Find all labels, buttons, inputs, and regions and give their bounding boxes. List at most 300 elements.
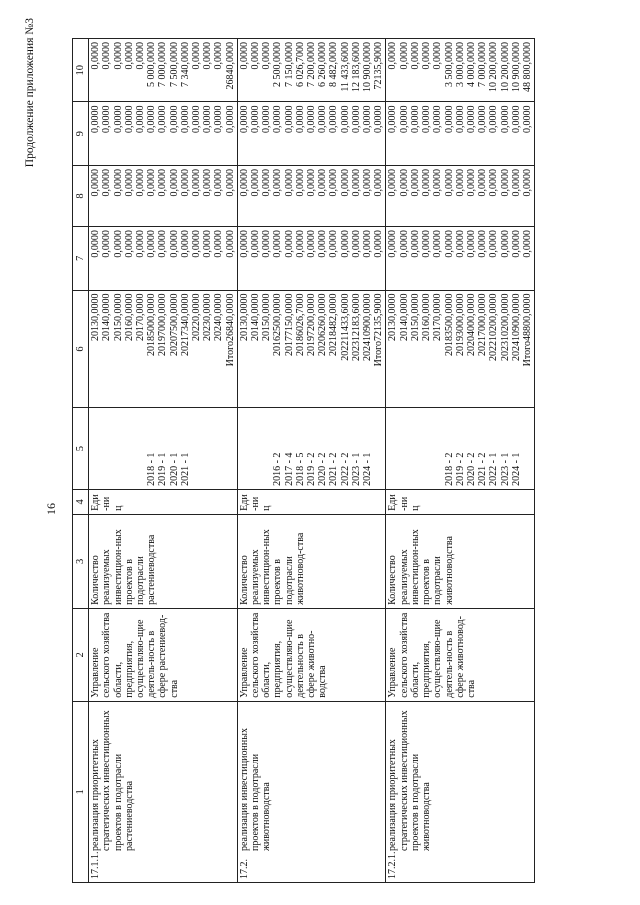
- total-funding-value: 26840,0000: [224, 293, 236, 342]
- funding-line: [239, 294, 250, 405]
- funding-line: [169, 294, 180, 405]
- extrabudget-value: 0,0000: [202, 42, 214, 70]
- regional-budget-value: 0,0000: [213, 168, 225, 197]
- event-name: реализация инвестиционных проектов в подотрасли животноводства: [238, 728, 273, 851]
- total-funding-cell: [237, 290, 386, 408]
- federal-budget-value: 0,0000: [387, 230, 399, 258]
- federal-budget-value: 0,0000: [328, 230, 340, 258]
- row-number: 17.1.1.: [90, 851, 102, 879]
- year-label: 2017: [283, 336, 295, 357]
- funding-line: [500, 294, 511, 405]
- local-budget-value: 0,0000: [488, 105, 500, 133]
- regional-budget-value: 0,0000: [362, 168, 374, 197]
- local-budget-value: 0,0000: [168, 105, 180, 133]
- extrabudget-value: 0,0000: [213, 42, 225, 70]
- year-label: 2019: [157, 336, 169, 357]
- plan-value: [421, 411, 432, 486]
- extrabudget-value: 5 000,0000: [146, 42, 158, 87]
- federal-budget-value: 0,0000: [339, 230, 351, 258]
- local-budget-value: 0,0000: [421, 105, 433, 133]
- regional-budget-cell: [237, 165, 386, 226]
- plan-value: [432, 411, 443, 486]
- local-budget-value: 0,0000: [135, 105, 147, 133]
- extrabudget-value: 8 482,0000: [328, 42, 340, 87]
- extrabudget-value: 0,0000: [261, 42, 273, 70]
- regional-budget-value: 0,0000: [328, 168, 340, 197]
- local-budget-cell: [237, 102, 386, 165]
- funding-line: [202, 294, 213, 405]
- indicator-cell: [386, 514, 535, 608]
- indicator-text: Количество реализуемых инвестицион-ных проектов в подотрасли растениеводства: [90, 529, 158, 605]
- funding-line: [272, 294, 283, 405]
- year-label: 2013: [387, 321, 399, 342]
- total-funding-value: 0,0000: [213, 293, 225, 322]
- total-funding-value: 0,0000: [101, 293, 113, 322]
- local-budget-value: 0,0000: [477, 105, 489, 133]
- federal-budget-value: 0,0000: [238, 230, 250, 258]
- local-budget-value: 0,0000: [272, 105, 284, 133]
- program-table: [72, 38, 535, 883]
- funding-line: [328, 294, 339, 405]
- federal-budget-value: 0,0000: [146, 230, 158, 258]
- local-budget-value: 0,0000: [510, 105, 522, 133]
- total-funding-value: 10900,0000: [362, 293, 374, 342]
- regional-budget-value: 0,0000: [499, 168, 511, 197]
- extrabudget-value: 72135,9000: [373, 42, 385, 90]
- total-funding-value: 0,0000: [90, 293, 102, 322]
- federal-budget-value: 0,0000: [465, 230, 477, 258]
- funding-line: [317, 294, 328, 405]
- column-header: 6: [73, 290, 89, 408]
- plan-value: [135, 411, 146, 486]
- federal-budget-value: 0,0000: [272, 230, 284, 258]
- local-budget-value: 0,0000: [328, 105, 340, 133]
- funding-line: [362, 294, 373, 405]
- extrabudget-value: 7 200,0000: [306, 42, 318, 87]
- total-funding-value: 0,0000: [250, 293, 262, 322]
- plan-value: 2018 - 5: [294, 452, 306, 486]
- year-label: 2022: [488, 341, 500, 362]
- regional-budget-value: 0,0000: [157, 168, 169, 197]
- plan-value: [225, 411, 236, 486]
- federal-budget-value: 0,0000: [317, 230, 329, 258]
- regional-budget-value: 0,0000: [488, 168, 500, 197]
- local-budget-value: 0,0000: [499, 105, 511, 133]
- regional-budget-value: 0,0000: [135, 168, 147, 197]
- year-label: 2018: [146, 336, 158, 357]
- extrabudget-value: 26840,0000: [224, 42, 236, 90]
- funding-line: [191, 294, 202, 405]
- year-label: Итого: [373, 341, 385, 367]
- federal-budget-value: 0,0000: [168, 230, 180, 258]
- year-label: 2018: [294, 336, 306, 357]
- extrabudget-value: 0,0000: [387, 42, 399, 70]
- regional-budget-value: 0,0000: [238, 168, 250, 197]
- executor-cell: [237, 608, 386, 701]
- plan-value: 2019 - 1: [157, 452, 169, 486]
- federal-budget-value: 0,0000: [90, 230, 102, 258]
- local-budget-value: 0,0000: [317, 105, 329, 133]
- local-budget-value: 0,0000: [123, 105, 135, 133]
- year-label: 2015: [409, 321, 421, 342]
- total-funding-value: 2500,0000: [272, 293, 284, 337]
- local-budget-value: 0,0000: [146, 105, 158, 133]
- funding-line: [284, 294, 295, 405]
- total-funding-value: 7340,0000: [179, 293, 191, 337]
- extrabudget-value: 0,0000: [250, 42, 262, 70]
- local-budget-value: 0,0000: [213, 105, 225, 133]
- regional-budget-value: 0,0000: [250, 168, 262, 197]
- column-header: 2: [73, 608, 89, 701]
- federal-budget-value: 0,0000: [443, 230, 455, 258]
- total-funding-value: 8482,0000: [328, 293, 340, 337]
- year-label: 2022: [191, 321, 203, 342]
- federal-budget-cell: [386, 227, 535, 290]
- total-funding-value: 7500,0000: [168, 293, 180, 337]
- local-budget-value: 0,0000: [90, 105, 102, 133]
- year-label: 2021: [328, 336, 340, 357]
- year-label: 2020: [317, 336, 329, 357]
- funding-line: [466, 294, 477, 405]
- column-header: 5: [73, 408, 89, 490]
- local-budget-value: 0,0000: [373, 105, 385, 133]
- year-label: 2023: [202, 321, 214, 342]
- total-funding-value: 11433,6000: [339, 293, 351, 341]
- year-label: 2015: [261, 321, 273, 342]
- plan-value: 2017 - 4: [283, 452, 295, 486]
- extrabudget-value: 7 000,0000: [157, 42, 169, 87]
- event-name: реализация приоритетных стратегических инвестиционных проектов в подотрасли животноводства: [387, 710, 433, 851]
- funding-line: [225, 294, 236, 405]
- funding-line: [444, 294, 455, 405]
- column-header: 8: [73, 165, 89, 226]
- local-budget-value: 0,0000: [191, 105, 203, 133]
- plan-value: [213, 411, 224, 486]
- regional-budget-value: 0,0000: [202, 168, 214, 197]
- total-funding-value: 10200,0000: [488, 293, 500, 342]
- federal-budget-value: 0,0000: [521, 230, 533, 258]
- local-budget-value: 0,0000: [202, 105, 214, 133]
- federal-budget-cell: [89, 227, 238, 290]
- local-budget-cell: [386, 102, 535, 165]
- regional-budget-value: 0,0000: [510, 168, 522, 197]
- extrabudget-value: 0,0000: [421, 42, 433, 70]
- local-budget-value: 0,0000: [339, 105, 351, 133]
- local-budget-value: 0,0000: [387, 105, 399, 133]
- extrabudget-value: 7 500,0000: [168, 42, 180, 87]
- funding-line: [295, 294, 306, 405]
- total-funding-value: 7000,0000: [477, 293, 489, 337]
- event-cell: [89, 701, 238, 882]
- regional-budget-value: 0,0000: [294, 168, 306, 197]
- plan-value: 2018 - 2: [443, 452, 455, 486]
- total-funding-value: 12183,6000: [350, 293, 362, 342]
- local-budget-value: 0,0000: [521, 105, 533, 133]
- table-row: [89, 39, 238, 883]
- plan-value: [113, 411, 124, 486]
- total-funding-value: 0,0000: [398, 293, 410, 322]
- federal-budget-value: 0,0000: [409, 230, 421, 258]
- extrabudget-value: 0,0000: [398, 42, 410, 70]
- regional-budget-value: 0,0000: [477, 168, 489, 197]
- regional-budget-value: 0,0000: [521, 168, 533, 197]
- regional-budget-value: 0,0000: [465, 168, 477, 197]
- federal-budget-value: 0,0000: [306, 230, 318, 258]
- federal-budget-value: 0,0000: [283, 230, 295, 258]
- funding-line: [157, 294, 168, 405]
- regional-budget-value: 0,0000: [443, 168, 455, 197]
- local-budget-value: 0,0000: [101, 105, 113, 133]
- plan-value: [239, 411, 250, 486]
- plan-cell: [89, 408, 238, 490]
- total-funding-value: 7000,0000: [157, 293, 169, 337]
- event-name: реализация приоритетных стратегических инвестиционных проектов в подотрасли растениеводства: [90, 710, 135, 851]
- local-budget-cell: [89, 102, 238, 165]
- total-funding-value: 10200,0000: [499, 293, 511, 342]
- plan-value: 2024 - 1: [510, 452, 522, 486]
- extrabudget-value: 10 900,0000: [362, 42, 374, 92]
- funding-line: [250, 294, 261, 405]
- total-funding-value: 0,0000: [238, 293, 250, 322]
- plan-value: 2022 - 2: [339, 452, 351, 486]
- total-funding-value: 0,0000: [202, 293, 214, 322]
- total-funding-value: 48800,0000: [521, 293, 533, 342]
- local-budget-value: 0,0000: [350, 105, 362, 133]
- extrabudget-value: 12 183,6000: [350, 42, 362, 92]
- plan-value: [202, 411, 213, 486]
- total-funding-value: 4000,0000: [465, 293, 477, 337]
- year-label: 2018: [443, 336, 455, 357]
- indicator-text: Количество реализуемых инвестицион-ных проектов в подотрасли животновод-ства: [238, 529, 306, 605]
- plan-value: [373, 411, 384, 486]
- funding-line: [410, 294, 421, 405]
- regional-budget-value: 0,0000: [90, 168, 102, 197]
- extrabudget-value: 0,0000: [432, 42, 444, 70]
- federal-budget-value: 0,0000: [213, 230, 225, 258]
- regional-budget-value: 0,0000: [306, 168, 318, 197]
- year-label: 2024: [213, 321, 225, 342]
- extrabudget-value: 10 200,0000: [499, 42, 511, 92]
- executor-text: Управление сельского хозяйства области, предприятия, осуществляю-щие деятельность в сфере животно-водства: [238, 612, 329, 698]
- total-funding-value: 0,0000: [123, 293, 135, 322]
- regional-budget-value: 0,0000: [272, 168, 284, 197]
- page-number: 16: [44, 503, 58, 515]
- indicator-cell: [89, 514, 238, 608]
- extrabudget-value: 3 000,0000: [454, 42, 466, 87]
- column-header: 3: [73, 514, 89, 608]
- year-label: 2016: [421, 321, 433, 342]
- federal-budget-value: 0,0000: [261, 230, 273, 258]
- total-funding-value: 72135,9000: [373, 293, 385, 342]
- total-funding-cell: [386, 290, 535, 408]
- regional-budget-value: 0,0000: [191, 168, 203, 197]
- unit-text: Еди-ниц: [238, 494, 273, 511]
- year-label: 2014: [398, 321, 410, 342]
- total-funding-value: 7150,0000: [283, 293, 295, 337]
- year-label: 2020: [465, 336, 477, 357]
- extrabudget-value: 0,0000: [123, 42, 135, 70]
- federal-budget-value: 0,0000: [488, 230, 500, 258]
- unit-text: Еди-ниц: [90, 494, 124, 511]
- plan-value: [399, 411, 410, 486]
- local-budget-value: 0,0000: [283, 105, 295, 133]
- funding-line: [213, 294, 224, 405]
- funding-line: [261, 294, 272, 405]
- extrabudget-value: 0,0000: [409, 42, 421, 70]
- funding-line: [387, 294, 398, 405]
- unit-cell: [237, 489, 386, 514]
- funding-line: [373, 294, 384, 405]
- year-label: 2024: [510, 341, 522, 362]
- federal-budget-value: 0,0000: [421, 230, 433, 258]
- year-label: 2017: [135, 321, 147, 342]
- plan-value: [410, 411, 421, 486]
- federal-budget-value: 0,0000: [123, 230, 135, 258]
- total-funding-value: 0,0000: [135, 293, 147, 322]
- funding-line: [113, 294, 124, 405]
- local-budget-value: 0,0000: [465, 105, 477, 133]
- regional-budget-value: 0,0000: [101, 168, 113, 197]
- federal-budget-value: 0,0000: [350, 230, 362, 258]
- funding-line: [146, 294, 157, 405]
- unit-text: Еди-ниц: [387, 494, 421, 511]
- regional-budget-value: 0,0000: [168, 168, 180, 197]
- total-funding-value: 3000,0000: [454, 293, 466, 337]
- column-header: 10: [73, 39, 89, 103]
- extrabudget-value: 7 000,0000: [477, 42, 489, 87]
- regional-budget-value: 0,0000: [454, 168, 466, 197]
- plan-value: 2021 - 2: [477, 452, 489, 486]
- year-label: 2021: [179, 336, 191, 357]
- federal-budget-value: 0,0000: [112, 230, 124, 258]
- funding-line: [511, 294, 522, 405]
- federal-budget-value: 0,0000: [191, 230, 203, 258]
- extrabudget-cell: [386, 39, 535, 103]
- plan-value: 2020 - 1: [168, 452, 180, 486]
- extrabudget-value: 0,0000: [135, 42, 147, 70]
- regional-budget-value: 0,0000: [261, 168, 273, 197]
- year-label: Итого: [224, 341, 236, 367]
- local-budget-value: 0,0000: [294, 105, 306, 133]
- total-funding-value: 7200,0000: [306, 293, 318, 337]
- year-label: 2014: [250, 321, 262, 342]
- extrabudget-value: 4 000,0000: [465, 42, 477, 87]
- total-funding-value: 0,0000: [112, 293, 124, 322]
- regional-budget-cell: [89, 165, 238, 226]
- local-budget-value: 0,0000: [443, 105, 455, 133]
- year-label: 2020: [168, 336, 180, 357]
- plan-value: 2018 - 1: [146, 452, 158, 486]
- total-funding-value: 6260,0000: [317, 293, 329, 337]
- local-budget-value: 0,0000: [261, 105, 273, 133]
- column-header: 9: [73, 102, 89, 165]
- federal-budget-value: 0,0000: [224, 230, 236, 258]
- year-label: 2014: [101, 321, 113, 342]
- column-header: 1: [73, 701, 89, 882]
- funding-line: [306, 294, 317, 405]
- extrabudget-value: 48 800,0000: [521, 42, 533, 92]
- plan-value: 2021 - 1: [179, 452, 191, 486]
- indicator-cell: [237, 514, 386, 608]
- federal-budget-value: 0,0000: [250, 230, 262, 258]
- regional-budget-value: 0,0000: [350, 168, 362, 197]
- year-label: 2013: [90, 321, 102, 342]
- plan-value: [387, 411, 398, 486]
- executor-cell: [386, 608, 535, 701]
- local-budget-value: 0,0000: [224, 105, 236, 133]
- total-funding-value: 5000,0000: [146, 293, 158, 337]
- federal-budget-value: 0,0000: [398, 230, 410, 258]
- federal-budget-value: 0,0000: [454, 230, 466, 258]
- federal-budget-value: 0,0000: [477, 230, 489, 258]
- plan-value: 2023 - 1: [350, 452, 362, 486]
- extrabudget-value: 2 500,0000: [272, 42, 284, 87]
- funding-line: [101, 294, 112, 405]
- plan-value: [191, 411, 202, 486]
- year-label: 2023: [499, 341, 511, 362]
- column-header: 7: [73, 227, 89, 290]
- total-funding-value: 0,0000: [387, 293, 399, 322]
- plan-value: 2022 - 1: [488, 452, 500, 486]
- regional-budget-value: 0,0000: [123, 168, 135, 197]
- extrabudget-cell: [237, 39, 386, 103]
- executor-text: Управление сельского хозяйства области, предприятия, осуществляю-щие деятель-ность в сфере растениевод-ства: [90, 612, 180, 698]
- total-funding-value: 0,0000: [409, 293, 421, 322]
- year-label: 2022: [339, 340, 351, 361]
- unit-cell: [89, 489, 238, 514]
- row-number: 17.2.1.: [387, 851, 399, 879]
- plan-value: 2021 - 2: [328, 452, 340, 486]
- extrabudget-value: 10 200,0000: [488, 42, 500, 92]
- total-funding-value: 3500,0000: [443, 293, 455, 337]
- funding-line: [432, 294, 443, 405]
- federal-budget-value: 0,0000: [202, 230, 214, 258]
- year-label: 2016: [272, 336, 284, 357]
- funding-line: [340, 294, 351, 405]
- local-budget-value: 0,0000: [157, 105, 169, 133]
- executor-text: Управление сельского хозяйства области, предприятия, осуществляю-щие деятель-ность в сфере животновод-ства: [387, 612, 477, 698]
- event-cell: [237, 701, 386, 882]
- local-budget-value: 0,0000: [306, 105, 318, 133]
- extrabudget-value: 6 260,0000: [317, 42, 329, 87]
- federal-budget-value: 0,0000: [373, 230, 385, 258]
- extrabudget-value: 7 340,0000: [179, 42, 191, 87]
- total-funding-value: 0,0000: [261, 293, 273, 322]
- funding-line: [488, 294, 499, 405]
- year-label: 2019: [306, 336, 318, 357]
- funding-line: [180, 294, 191, 405]
- year-label: 2015: [112, 321, 124, 342]
- funding-line: [522, 294, 533, 405]
- year-label: 2016: [123, 321, 135, 342]
- federal-budget-value: 0,0000: [157, 230, 169, 258]
- extrabudget-value: 11 433,6000: [339, 42, 351, 92]
- extrabudget-value: 0,0000: [238, 42, 250, 70]
- federal-budget-value: 0,0000: [510, 230, 522, 258]
- total-funding-value: 6026,7000: [294, 293, 306, 337]
- plan-value: 2020 - 2: [317, 452, 329, 486]
- federal-budget-value: 0,0000: [362, 230, 374, 258]
- total-funding-value: 10900,0000: [510, 293, 522, 342]
- local-budget-value: 0,0000: [362, 105, 374, 133]
- funding-line: [90, 294, 101, 405]
- plan-value: [261, 411, 272, 486]
- regional-budget-value: 0,0000: [387, 168, 399, 197]
- federal-budget-value: 0,0000: [135, 230, 147, 258]
- funding-line: [135, 294, 146, 405]
- local-budget-value: 0,0000: [454, 105, 466, 133]
- federal-budget-value: 0,0000: [179, 230, 191, 258]
